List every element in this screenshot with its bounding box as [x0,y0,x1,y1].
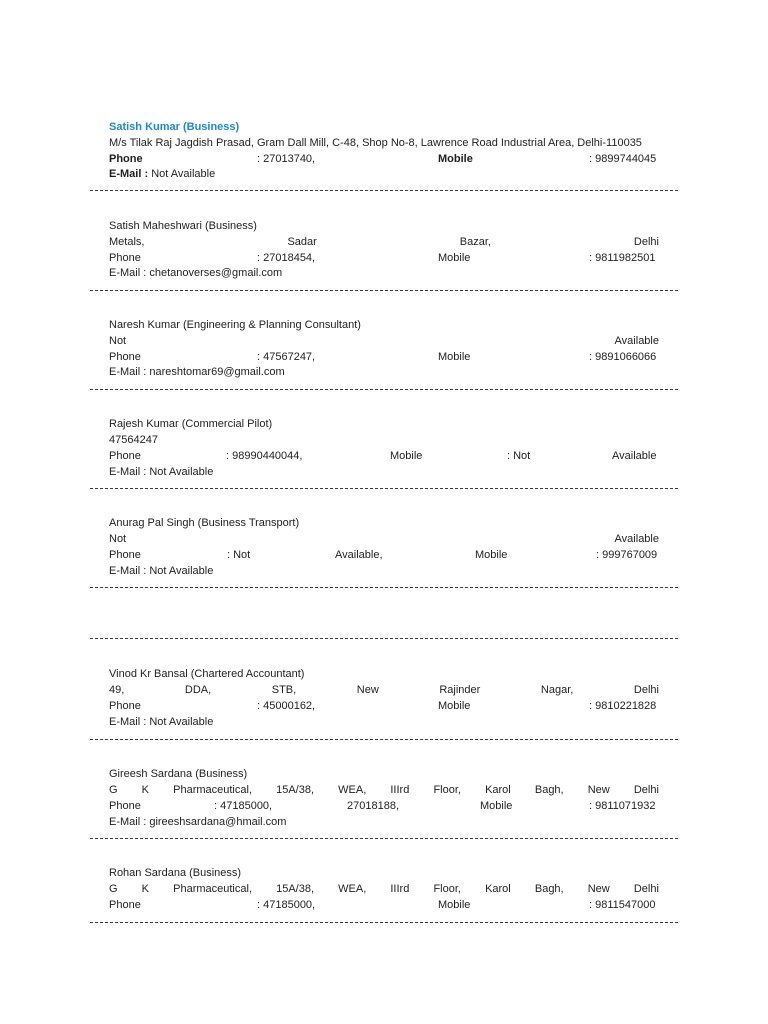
entry-email: E-Mail : chetanoverses@gmail.com [109,267,283,279]
separator [90,587,678,588]
address-word: Karol [485,883,511,895]
address-word: K [141,883,150,895]
address-word: Delhi [633,236,659,248]
phone-value: : 47185000, [214,800,273,812]
entry-name: Naresh Kumar (Engineering & Planning Consultant) [109,319,361,331]
address-word: Pharmaceutical, [173,883,252,895]
address-word: Delhi [633,883,659,895]
entry-email [109,166,659,182]
entry-address: 47564247 [109,434,158,446]
entry-address [109,881,659,897]
entry-name: Rohan Sardana (Business) [109,867,242,879]
address-word: Pharmaceutical, [173,784,252,796]
separator [90,190,678,191]
address-word: DDA, [184,684,212,696]
separator [90,922,678,923]
phone-label: Phone [109,800,141,812]
entry-phone-row [109,547,659,563]
address-word: 15A/38, [276,883,315,895]
address-word: WEA, [338,883,367,895]
entry-email: E-Mail : Not Available [109,565,214,577]
address-word: 15A/38, [276,784,315,796]
separator [90,638,678,639]
entry-address: M/s Tilak Raj Jagdish Prasad, Gram Dall Mill, C-48, Shop No-8, Lawrence Road Industrial Area, Delhi-110035 [109,137,642,149]
mobile-value: : 9811547000 [589,899,656,911]
separator [90,838,678,839]
phone-value: : Not [227,549,251,561]
mobile-label: Mobile [480,800,513,812]
entry-address [109,234,659,250]
phone-value: : 45000162, [257,700,316,712]
entry-email: E-Mail : nareshtomar69@gmail.com [109,366,285,378]
address-word: K [141,784,150,796]
phone-label: Phone [109,899,141,911]
mobile-label: Mobile [438,700,471,712]
entry-name: Vinod Kr Bansal (Chartered Accountant) [109,668,305,680]
address-word: Nagar, [540,684,574,696]
separator [90,389,678,390]
entry-name: Gireesh Sardana (Business) [109,768,248,780]
address-word: Sadar [287,236,317,248]
address-word: Bagh, [534,784,564,796]
address-word: Not [109,335,127,347]
mobile-value: : 9811982501 [589,252,656,264]
entry-phone-row [109,698,659,714]
address-word: New [587,784,610,796]
mobile-label: Mobile [475,549,508,561]
entry-phone-row [109,448,659,464]
mobile-value: : 999767009 [596,549,658,561]
email-value: Not Available [151,168,216,180]
address-word: Rajinder [439,684,481,696]
address-word: Floor, [433,784,461,796]
phone-value: : 47185000, [257,899,316,911]
mobile-value: : 9891066066 [589,351,657,363]
entry-address [109,531,659,547]
mobile-label: Mobile [390,450,423,462]
address-word: Not [109,533,127,545]
address-word: New [587,883,610,895]
separator [90,488,678,489]
phone-label: Phone [109,549,141,561]
address-word: Bagh, [534,883,564,895]
phone-label: Phone [109,700,141,712]
address-word: IIIrd [390,784,410,796]
entry-address [109,682,659,698]
address-word: Available [614,335,659,347]
entry-name: Satish Maheshwari (Business) [109,220,257,232]
address-word: Karol [485,784,511,796]
address-word: G [109,883,118,895]
phone-value: : 47567247, [257,351,316,363]
entry-phone-row [109,349,659,365]
address-word: IIIrd [390,883,410,895]
phone-value: : 27013740, [257,153,316,165]
entry-phone-row [109,798,659,814]
address-word: Delhi [633,684,659,696]
phone-value-cont: Available, [335,549,383,561]
entry-address [109,333,659,349]
address-word: WEA, [338,784,367,796]
separator [90,290,678,291]
mobile-label: Mobile [438,153,473,165]
address-word: G [109,784,118,796]
entry-name: Rajesh Kumar (Commercial Pilot) [109,418,273,430]
phone-value: : 27018454, [257,252,316,264]
phone-label: Phone [109,153,143,165]
mobile-label: Mobile [438,899,471,911]
address-word: Metals, [109,236,145,248]
address-word: Floor, [433,883,461,895]
address-word: 49, [109,684,125,696]
address-word: Available [614,533,659,545]
mobile-value: : 9811071932 [589,800,656,812]
phone-label: Phone [109,351,141,363]
mobile-value: : Not [507,450,531,462]
mobile-label: Mobile [438,252,471,264]
address-word: Delhi [633,784,659,796]
entry-name: Satish Kumar (Business) [109,121,240,133]
separator [90,739,678,740]
mobile-value-cont: Available [612,450,657,462]
mobile-label: Mobile [438,351,471,363]
email-label: E-Mail : [109,168,149,180]
phone-label: Phone [109,252,141,264]
address-word: STB, [271,684,297,696]
address-word: New [356,684,379,696]
entry-phone-row [109,151,659,167]
entry-address [109,782,659,798]
address-word: Bazar, [459,236,491,248]
entry-email: E-Mail : gireeshsardana@hmail.com [109,816,287,828]
mobile-value: : 9899744045 [589,153,657,165]
entry-email: E-Mail : Not Available [109,716,214,728]
phone-label: Phone [109,450,141,462]
phone-value: : 98990440044, [226,450,303,462]
entry-phone-row [109,250,659,266]
phone-value-2: 27018188, [347,800,399,812]
entry-name: Anurag Pal Singh (Business Transport) [109,517,300,529]
mobile-value: : 9810221828 [589,700,657,712]
entry-phone-row [109,897,659,913]
entry-email: E-Mail : Not Available [109,466,214,478]
